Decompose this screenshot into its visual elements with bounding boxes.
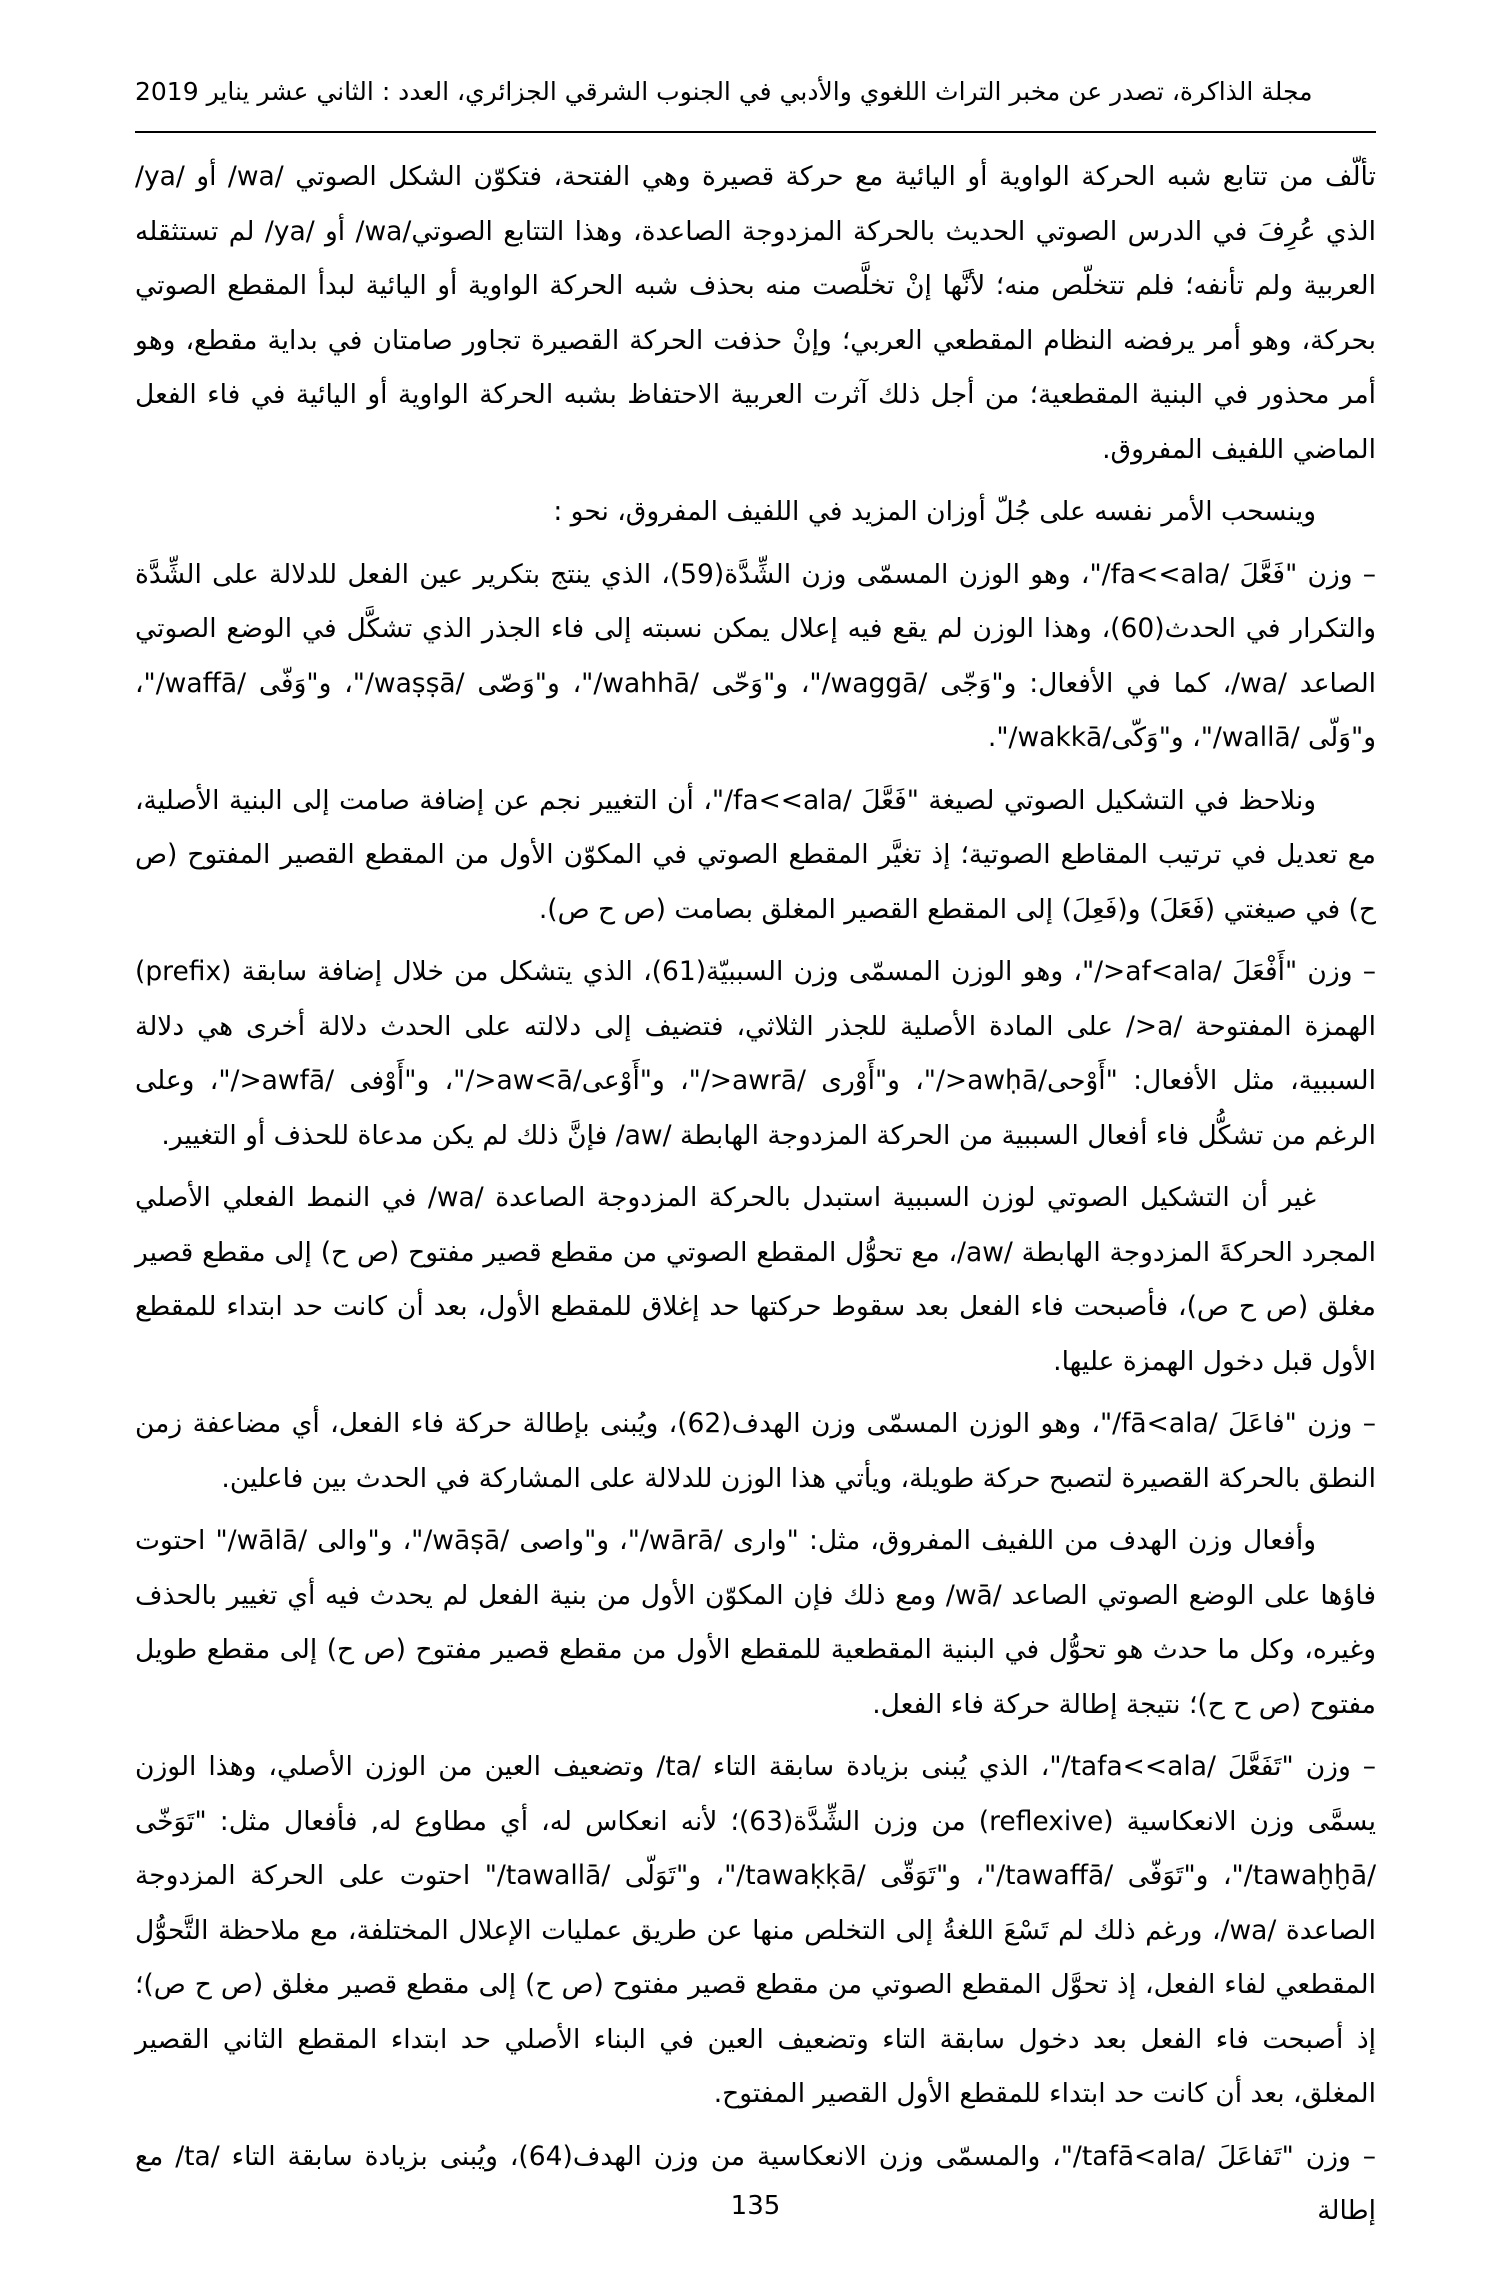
- paragraph: – وزن "أَفْعَلَ /af<ala</"، وهو الوزن المسمّى وزن السببيّة(61)، الذي يتشكل من خلال إضافة سابقة (prefix) الهمزة المفتوحة /a</ على المادة الأصلية للجذر الثلاثي، فتضيف إلى دلالته على الحدث دلالة أخرى هي دلالة السببية، مثل الأفعال: "أَوْحى/awḥā</"، و"أَوْرى /awrā</"، و"أَوْعى/aw<ā</"، و"أَوْفى /awfā</"، وعلى الرغم من تشكُّل فاء أفعال السببية من الحركة المزدوجة الهابطة /aw/ فإنَّ ذلك لم يكن مدعاة للحذف أو التغيير.: [135, 956, 1377, 1151]
- article-body: [135, 150, 1376, 2247]
- journal-header: مجلة الذاكرة، تصدر عن مخبر التراث اللغوي والأدبي في الجنوب الشرقي الجزائري، العدد : الثاني عشر يناير 2019: [135, 77, 1313, 106]
- paragraph: – وزن "فَعَّلَ /fa<<ala/"، وهو الوزن المسمّى وزن الشِّدَّة(59)، الذي ينتج بتكرير عين الفعل للدلالة على الشِّدَّة والتكرار في الحدث(60)، وهذا الوزن لم يقع فيه إعلال يمكن نسبته إلى فاء الجذر الذي تشكَّل في الوضع الصوتي الصاعد /wa/، كما في الأفعال: و"وَجّى /waggā/"، و"وَحّى /wahhā/"، و"وَصّى /waṣṣā/"، و"وَفّى /waffā/"، و"وَلّى /wallā/"، و"وَكّى/wakkā/".: [135, 558, 1377, 753]
- page-number: 135: [730, 2191, 781, 2221]
- paragraph: ونلاحظ في التشكيل الصوتي لصيغة "فَعَّلَ /fa<<ala/"، أن التغيير نجم عن إضافة صامت إلى البنية الأصلية، مع تعديل في ترتيب المقاطع الصوتية؛ إذ تغيَّر المقطع الصوتي في المكوّن الأول من المقطع القصير المفتوح (ص ح) في صيغتي (فَعَلَ) و(فَعِلَ) إلى المقطع القصير المغلق بصامت (ص ح ص).: [135, 784, 1376, 925]
- paragraph: وينسحب الأمر نفسه على جُلّ أوزان المزيد في اللفيف المفروق، نحو :: [553, 496, 1316, 527]
- paragraph: وأفعال وزن الهدف من اللفيف المفروق، مثل: "وارى /wārā/"، و"واصى /wāṣā/"، و"والى /wālā/" احتوت فاؤها على الوضع الصوتي الصاعد /wā/ ومع ذلك فإن المكوّن الأول من بنية الفعل لم يحدث فيه أي تغيير بالحذف وغيره، وكل ما حدث هو تحوُّل في البنية المقطعية للمقطع الأول من مقطع قصير مفتوح (ص ح) إلى مقطع طويل مفتوح (ص ح ح)؛ نتيجة إطالة حركة فاء الفعل.: [135, 1525, 1376, 1720]
- header-divider: [135, 131, 1376, 133]
- paragraph: تألّف من تتابع شبه الحركة الواوية أو اليائية مع حركة قصيرة وهي الفتحة، فتكوّن الشكل الصوتي /wa/ أو /ya/ الذي عُرِفَ في الدرس الصوتي الحديث بالحركة المزدوجة الصاعدة، وهذا التتابع الصوتي/wa/ أو /ya/ لم تستثقله العربية ولم تأنفه؛ فلم تتخلّص منه؛ لأنَّها إنْ تخلَّصت منه بحذف شبه الحركة الواوية أو اليائية لبدأ المقطع الصوتي بحركة، وهو أمر يرفضه النظام المقطعي العربي؛ وإنْ حذفت الحركة القصيرة تجاور صامتان في بداية مقطع، وهو أمر محذور في البنية المقطعية؛ من أجل ذلك آثرت العربية الاحتفاظ بشبه الحركة الواوية أو اليائية في فاء الفعل الماضي اللفيف المفروق.: [135, 161, 1377, 465]
- paragraph: – وزن "تَفَعَّلَ /tafa<<ala/"، الذي يُبنى بزيادة سابقة التاء /ta/ وتضعيف العين من الوزن الأصلي، وهذا الوزن يسمَّى وزن الانعكاسية (reflexive) من وزن الشِّدَّة(63)؛ لأنه انعكاس له، أي مطاوع له, فأفعال مثل: "تَوَخّى /tawaḫḫā/"، و"تَوَفّى /tawaffā/"، و"تَوَقّى /tawaḳḳā/"، و"تَوَلّى /tawallā/" احتوت على الحركة المزدوجة الصاعدة /wa/، ورغم ذلك لم تَسْعَ اللغةُ إلى التخلص منها عن طريق عمليات الإعلال المختلفة، مع ملاحظة التَّحوُّل المقطعي لفاء الفعل، إذ تحوَّل المقطع الصوتي من مقطع قصير مفتوح (ص ح) إلى مقطع قصير مغلق (ص ح ص)؛ إذ أصبحت فاء الفعل بعد دخول سابقة التاء وتضعيف العين في البناء الأصلي حد ابتداء المقطع الثاني القصير المغلق، بعد أن كانت حد ابتداء للمقطع الأول القصير المفتوح.: [135, 1751, 1377, 2109]
- paragraph: – وزن "فاعَلَ /fā<ala/"، وهو الوزن المسمّى وزن الهدف(62)، ويُبنى بإطالة حركة فاء الفعل، أي مضاعفة زمن النطق بالحركة القصيرة لتصبح حركة طويلة، ويأتي هذا الوزن للدلالة على المشاركة في الحدث بين فاعلين.: [135, 1408, 1376, 1494]
- paragraph: – وزن "تَفاعَلَ /tafā<ala/"، والمسمّى وزن الانعكاسية من وزن الهدف(64)، ويُبنى بزيادة سابقة التاء /ta/ مع إطالة: [135, 2140, 1376, 2226]
- paragraph: غير أن التشكيل الصوتي لوزن السببية استبدل بالحركة المزدوجة الصاعدة /wa/ في النمط الفعلي الأصلي المجرد الحركةَ المزدوجة الهابطة /aw/، مع تحوُّل المقطع الصوتي من مقطع قصير مفتوح (ص ح) إلى مقطع قصير مغلق (ص ح ص)، فأصبحت فاء الفعل بعد سقوط حركتها حد إغلاق للمقطع الأول، بعد أن كانت حد ابتداء للمقطع الأول قبل دخول الهمزة عليها.: [135, 1182, 1377, 1377]
